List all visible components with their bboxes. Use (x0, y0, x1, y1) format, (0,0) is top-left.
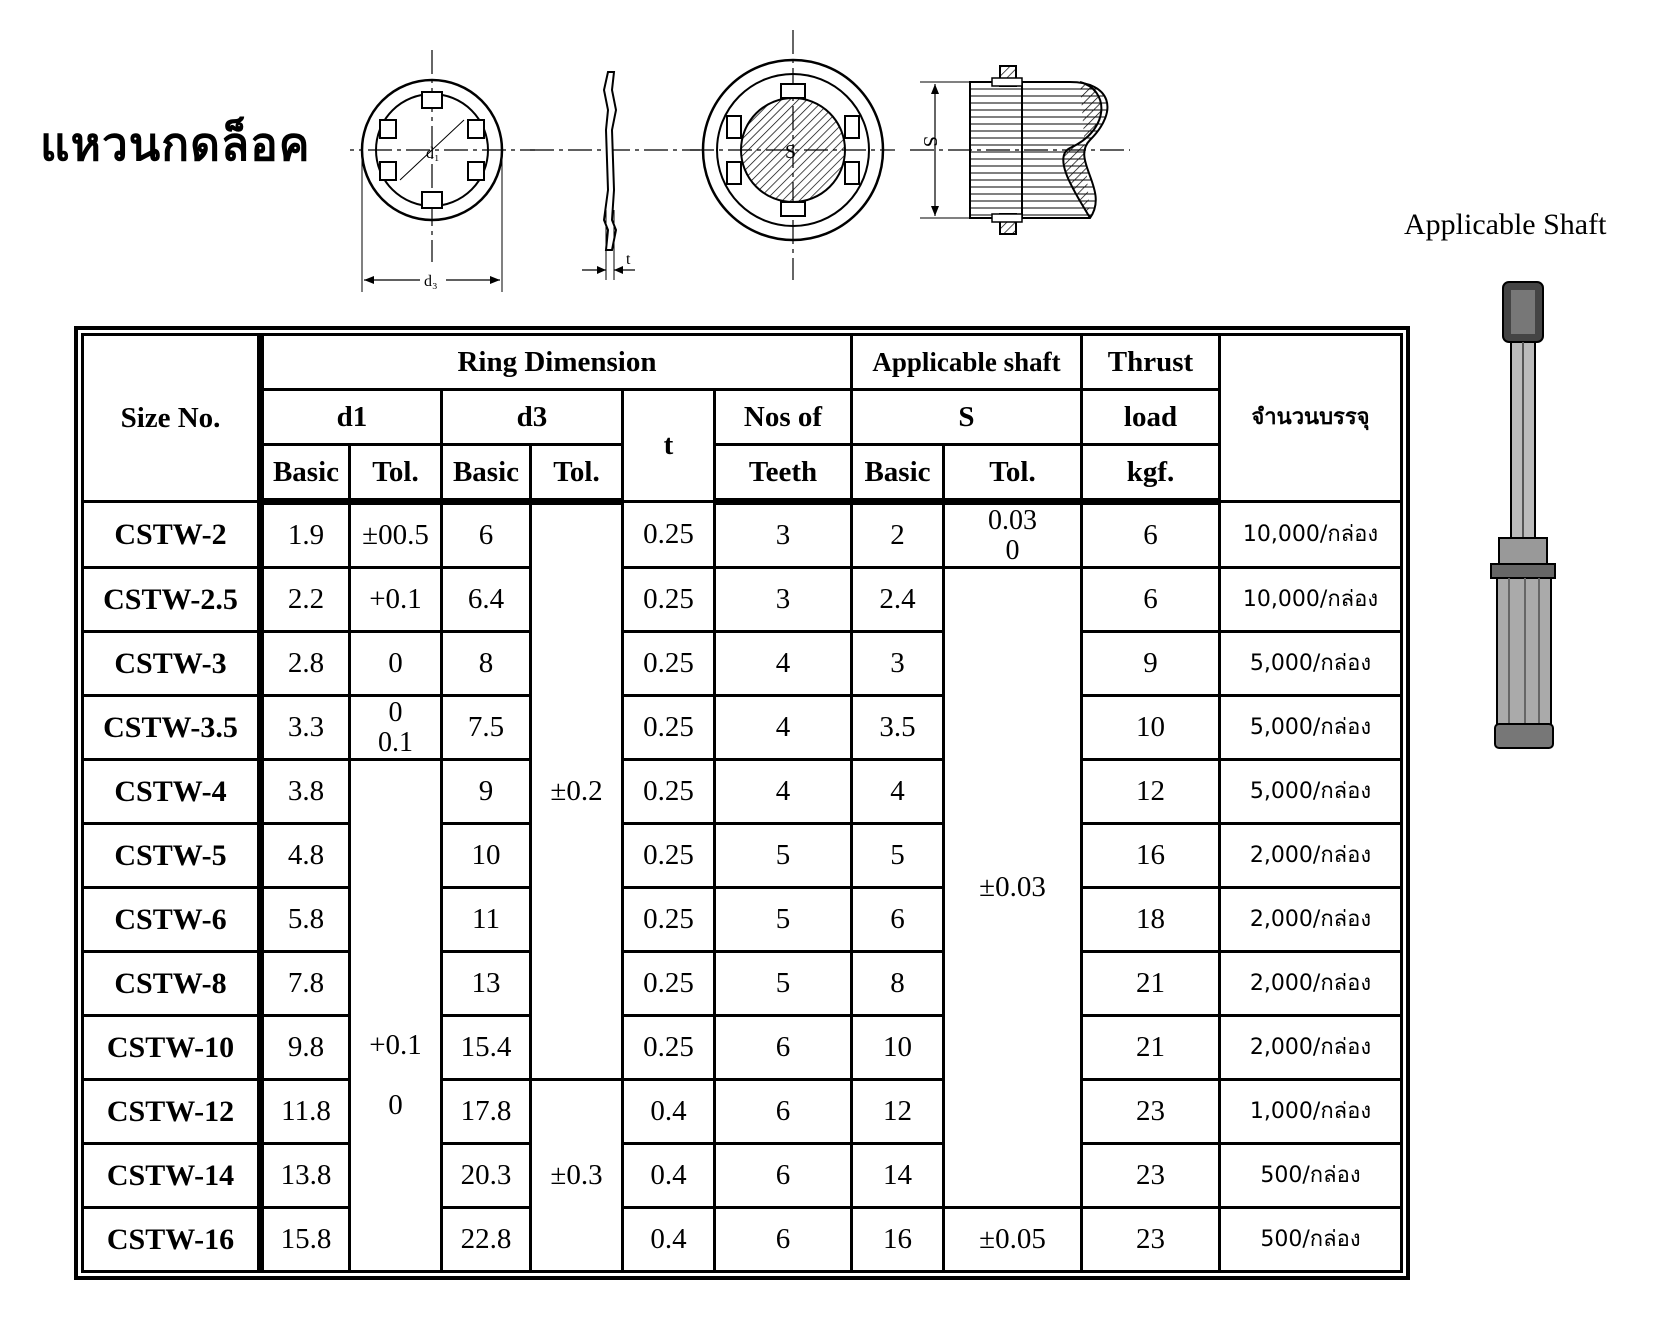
ring-on-shaft-side-view (910, 66, 1130, 234)
s-basic-cell: 2 (852, 502, 944, 568)
teeth-cell: 4 (715, 632, 852, 696)
t-cell: 0.25 (623, 760, 715, 824)
table-row (83, 696, 1402, 760)
s-tol-merged-cell: ±0.03 (944, 568, 1082, 1208)
teeth-cell: 6 (715, 1016, 852, 1080)
d1-basic-cell: 5.8 (261, 888, 350, 952)
header-s-basic: Basic (852, 445, 944, 502)
s-basic-cell: 6 (852, 888, 944, 952)
d3-basic-cell: 9 (442, 760, 531, 824)
s-basic-cell: 16 (852, 1208, 944, 1272)
applicable-shaft-illustration (1465, 278, 1585, 758)
applicable-shaft-label: Applicable Shaft (1404, 208, 1607, 241)
header-thrust: Thrust (1082, 335, 1220, 390)
quantity-cell: 1,000/กล่อง (1220, 1080, 1402, 1144)
thrust-cell: 10 (1082, 696, 1220, 760)
thrust-cell: 21 (1082, 952, 1220, 1016)
spec-table-body (83, 502, 1402, 1272)
thrust-cell: 23 (1082, 1144, 1220, 1208)
header-kgf: kgf. (1082, 445, 1220, 502)
table-row (83, 1016, 1402, 1080)
s-tol-cell-upper: 0.03 (988, 505, 1037, 537)
svg-text:S: S (919, 136, 941, 148)
d3-basic-cell: 10 (442, 824, 531, 888)
header-s-tol: Tol. (944, 445, 1082, 502)
thrust-cell: 16 (1082, 824, 1220, 888)
size-no-cell: CSTW-2.5 (83, 568, 261, 632)
teeth-cell: 4 (715, 760, 852, 824)
quantity-cell: 500/กล่อง (1220, 1144, 1402, 1208)
header-d3-tol: Tol. (531, 445, 623, 502)
s-basic-cell: 4 (852, 760, 944, 824)
d1-basic-cell: 4.8 (261, 824, 350, 888)
svg-text:d₁: d₁ (426, 145, 440, 162)
svg-text:d₃: d₃ (424, 273, 438, 290)
table-row (83, 952, 1402, 1016)
s-basic-cell: 3.5 (852, 696, 944, 760)
t-cell: 0.25 (623, 1016, 715, 1080)
d1-basic-cell: 2.2 (261, 568, 350, 632)
header-size-no: Size No. (83, 335, 261, 502)
table-row (83, 1144, 1402, 1208)
teeth-cell: 4 (715, 696, 852, 760)
header-load: load (1082, 390, 1220, 445)
d3-basic-cell: 8 (442, 632, 531, 696)
header-ring-dimension: Ring Dimension (261, 335, 852, 390)
size-no-cell: CSTW-3 (83, 632, 261, 696)
t-cell: 0.25 (623, 632, 715, 696)
header-d3: d3 (442, 390, 623, 445)
ring-diagram (350, 30, 1210, 300)
d3-basic-cell: 15.4 (442, 1016, 531, 1080)
d1-basic-cell: 2.8 (261, 632, 350, 696)
size-no-cell: CSTW-8 (83, 952, 261, 1016)
svg-text:S: S (785, 141, 797, 163)
quantity-cell: 2,000/กล่อง (1220, 952, 1402, 1016)
d3-basic-cell: 6 (442, 502, 531, 568)
d3-tol-merged-cell: ±0.2 (531, 502, 623, 1080)
table-row (83, 502, 1402, 568)
d1-basic-cell: 11.8 (261, 1080, 350, 1144)
table-row (83, 632, 1402, 696)
size-no-cell: CSTW-4 (83, 760, 261, 824)
header-d1-tol: Tol. (350, 445, 442, 502)
thrust-cell: 9 (1082, 632, 1220, 696)
t-cell: 0.25 (623, 952, 715, 1016)
teeth-cell: 6 (715, 1080, 852, 1144)
header-applicable-shaft: Applicable shaft (852, 335, 1082, 390)
s-tol-cell-lower: 0 (1005, 534, 1020, 566)
quantity-cell: 2,000/กล่อง (1220, 824, 1402, 888)
thrust-cell: 23 (1082, 1080, 1220, 1144)
t-cell: 0.25 (623, 568, 715, 632)
header-nos-of: Nos of (715, 390, 852, 445)
size-no-cell: CSTW-2 (83, 502, 261, 568)
header-s: S (852, 390, 1082, 445)
t-cell: 0.25 (623, 888, 715, 952)
teeth-cell: 5 (715, 952, 852, 1016)
s-basic-cell: 2.4 (852, 568, 944, 632)
d1-tol-cell-upper: 0 (388, 697, 403, 729)
quantity-cell: 5,000/กล่อง (1220, 632, 1402, 696)
ring-front-view (350, 50, 535, 292)
d1-tol-merged-cell (350, 760, 442, 1272)
d3-basic-cell: 6.4 (442, 568, 531, 632)
d1-basic-cell: 15.8 (261, 1208, 350, 1272)
s-basic-cell: 8 (852, 952, 944, 1016)
size-no-cell: CSTW-6 (83, 888, 261, 952)
spec-table-frame (74, 326, 1410, 1280)
table-row (83, 1080, 1402, 1144)
d1-tol-merged-lower: 0 (388, 1088, 403, 1121)
d1-basic-cell: 1.9 (261, 502, 350, 568)
teeth-cell: 3 (715, 502, 852, 568)
d3-basic-cell: 11 (442, 888, 531, 952)
t-cell: 0.25 (623, 502, 715, 568)
s-basic-cell: 10 (852, 1016, 944, 1080)
d1-basic-cell: 3.3 (261, 696, 350, 760)
s-basic-cell: 14 (852, 1144, 944, 1208)
s-basic-cell: 3 (852, 632, 944, 696)
quantity-cell: 5,000/กล่อง (1220, 696, 1402, 760)
thrust-cell: 6 (1082, 568, 1220, 632)
d1-tol-merged-upper: +0.1 (369, 1029, 422, 1062)
d3-basic-cell: 20.3 (442, 1144, 531, 1208)
svg-text:t: t (626, 251, 631, 268)
table-row (83, 1208, 1402, 1272)
d1-tol-cell: ±00.5 (350, 502, 442, 568)
ring-side-view (530, 72, 700, 280)
header-d1: d1 (261, 390, 442, 445)
header-t: t (623, 390, 715, 502)
d1-basic-cell: 13.8 (261, 1144, 350, 1208)
size-no-cell: CSTW-16 (83, 1208, 261, 1272)
s-tol-cell: ±0.05 (944, 1208, 1082, 1272)
header-d1-basic: Basic (261, 445, 350, 502)
quantity-cell: 5,000/กล่อง (1220, 760, 1402, 824)
t-cell: 0.4 (623, 1144, 715, 1208)
t-cell: 0.4 (623, 1080, 715, 1144)
d3-tol-merged-cell: ±0.3 (531, 1080, 623, 1272)
s-basic-cell: 12 (852, 1080, 944, 1144)
d1-basic-cell: 3.8 (261, 760, 350, 824)
teeth-cell: 5 (715, 888, 852, 952)
teeth-cell: 6 (715, 1208, 852, 1272)
t-cell: 0.4 (623, 1208, 715, 1272)
size-no-cell: CSTW-10 (83, 1016, 261, 1080)
d3-basic-cell: 7.5 (442, 696, 531, 760)
ring-on-shaft-front-view (690, 30, 895, 280)
table-row (83, 824, 1402, 888)
size-no-cell: CSTW-14 (83, 1144, 261, 1208)
size-no-cell: CSTW-3.5 (83, 696, 261, 760)
quantity-cell: 500/กล่อง (1220, 1208, 1402, 1272)
thrust-cell: 6 (1082, 502, 1220, 568)
t-cell: 0.25 (623, 696, 715, 760)
s-basic-cell: 5 (852, 824, 944, 888)
thrust-cell: 21 (1082, 1016, 1220, 1080)
page-title: แหวนกดล็อค (40, 117, 311, 171)
size-no-cell: CSTW-5 (83, 824, 261, 888)
header-teeth: Teeth (715, 445, 852, 502)
d3-basic-cell: 13 (442, 952, 531, 1016)
d1-tol-cell: 0 (350, 632, 442, 696)
quantity-cell: 10,000/กล่อง (1220, 568, 1402, 632)
d1-tol-cell: +0.1 (350, 568, 442, 632)
size-no-cell: CSTW-12 (83, 1080, 261, 1144)
d1-basic-cell: 9.8 (261, 1016, 350, 1080)
d1-tol-cell-lower: 0.1 (378, 726, 413, 758)
quantity-cell: 10,000/กล่อง (1220, 502, 1402, 568)
d3-basic-cell: 22.8 (442, 1208, 531, 1272)
spec-table (81, 333, 1403, 1273)
header-quantity: จำนวนบรรจุ (1220, 335, 1402, 502)
d1-basic-cell: 7.8 (261, 952, 350, 1016)
table-row (83, 888, 1402, 952)
quantity-cell: 2,000/กล่อง (1220, 1016, 1402, 1080)
thrust-cell: 18 (1082, 888, 1220, 952)
d3-basic-cell: 17.8 (442, 1080, 531, 1144)
s-tol-cell (944, 502, 1082, 568)
table-row (83, 568, 1402, 632)
quantity-cell: 2,000/กล่อง (1220, 888, 1402, 952)
teeth-cell: 5 (715, 824, 852, 888)
t-cell: 0.25 (623, 824, 715, 888)
table-row (83, 760, 1402, 824)
teeth-cell: 6 (715, 1144, 852, 1208)
thrust-cell: 12 (1082, 760, 1220, 824)
thrust-cell: 23 (1082, 1208, 1220, 1272)
header-d3-basic: Basic (442, 445, 531, 502)
teeth-cell: 3 (715, 568, 852, 632)
